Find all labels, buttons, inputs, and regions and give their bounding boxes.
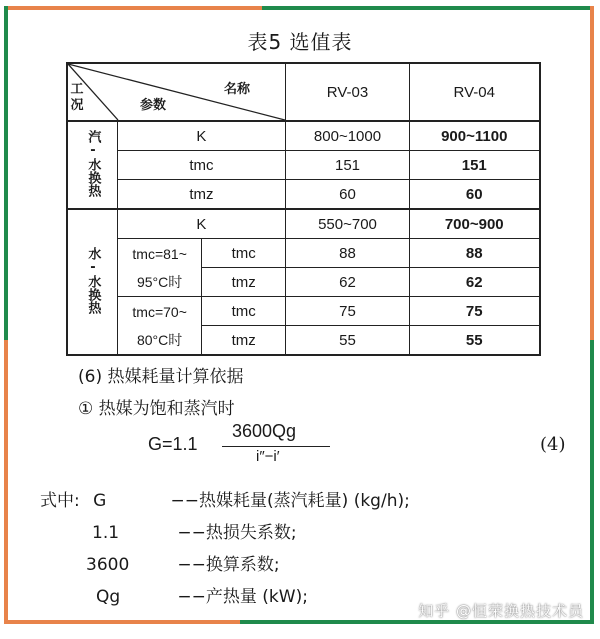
- formula-denominator: i″−i′: [256, 448, 280, 465]
- legend-row-g: [40, 486, 410, 511]
- param-cell: K: [117, 121, 285, 151]
- sub-param-cell: tmz: [202, 326, 286, 356]
- condition-label: 汽-水换热: [85, 129, 101, 197]
- frame-top-right: [262, 6, 594, 10]
- legend-row-1-1: [92, 518, 297, 543]
- value-rv03: 88: [286, 239, 410, 268]
- condition-cell-water-water: [67, 209, 117, 355]
- watermark: 知乎 @恒荣换热技术员: [418, 602, 584, 620]
- legend-row-3600: [86, 550, 280, 575]
- fraction-bar: [222, 446, 330, 447]
- selection-table: [66, 62, 541, 356]
- legend-prefix: 式中:: [40, 491, 80, 511]
- value-rv03: 550~700: [286, 209, 410, 239]
- table-row: [67, 180, 540, 210]
- table-row: [67, 239, 540, 268]
- table-title: 表5 选值表: [247, 30, 353, 54]
- header-condition-label: 工况: [70, 82, 84, 113]
- value-rv04: 75: [410, 297, 540, 326]
- sub-param-cell: tmc: [202, 297, 286, 326]
- column-header-rv04: RV-04: [410, 63, 540, 121]
- value-rv03: 151: [286, 151, 410, 180]
- temperature-range-line1: tmc=81~: [132, 245, 187, 262]
- value-rv04: 151: [410, 151, 540, 180]
- legend-row-qg: [96, 582, 308, 607]
- frame-right-bottom: [590, 340, 594, 623]
- equation-number: (4): [540, 434, 566, 455]
- value-rv04: 55: [410, 326, 540, 356]
- value-rv04: 900~1100: [410, 121, 540, 151]
- value-rv04: 88: [410, 239, 540, 268]
- frame-left-bottom: [4, 340, 8, 623]
- section-heading: (6) 热媒耗量计算依据: [78, 367, 244, 387]
- value-rv03: 800~1000: [286, 121, 410, 151]
- temperature-range-line1: tmc=70~: [132, 303, 187, 320]
- condition-cell-steam-water: [67, 121, 117, 209]
- table-header-row: [67, 63, 540, 121]
- frame-right-top: [590, 6, 594, 340]
- temperature-range-cell: [117, 297, 202, 356]
- value-rv04: 62: [410, 268, 540, 297]
- condition-label: 水-水换热: [85, 246, 101, 314]
- header-param-label: 参数: [140, 98, 167, 113]
- temperature-range-line2: 95°C时: [136, 273, 183, 290]
- formula-lhs: G=1.1: [148, 434, 198, 454]
- frame-top-left: [4, 6, 262, 10]
- value-rv03: 60: [286, 180, 410, 210]
- legend-description: −−换算系数;: [177, 555, 280, 575]
- diagonal-header-cell: [67, 63, 286, 121]
- legend-description: −−热媒耗量(蒸汽耗量) (kg/h);: [170, 491, 410, 511]
- legend-symbol: 1.1: [92, 523, 120, 543]
- diagonal-lines-icon: [68, 64, 285, 120]
- table-row: [67, 121, 540, 151]
- legend-symbol: 3600: [86, 555, 130, 575]
- sub-param-cell: tmc: [202, 239, 286, 268]
- frame-bottom-left: [4, 620, 240, 624]
- legend-symbol: Qg: [96, 587, 121, 607]
- temperature-range-cell: [117, 239, 202, 297]
- param-cell: tmc: [117, 151, 285, 180]
- legend-description: −−热损失系数;: [177, 523, 297, 543]
- param-cell: tmz: [117, 180, 285, 210]
- formula-numerator: 3600Qg: [232, 421, 297, 441]
- value-rv03: 62: [286, 268, 410, 297]
- param-cell: K: [117, 209, 285, 239]
- table-row: [67, 297, 540, 326]
- table-row: [67, 209, 540, 239]
- legend-symbol: G: [93, 491, 107, 511]
- value-rv04: 700~900: [410, 209, 540, 239]
- sub-param-cell: tmz: [202, 268, 286, 297]
- subsection-heading: ① 热媒为饱和蒸汽时: [78, 399, 235, 419]
- column-header-rv03: RV-03: [286, 63, 410, 121]
- value-rv04: 60: [410, 180, 540, 210]
- temperature-range-line2: 80°C时: [136, 331, 183, 348]
- legend-description: −−产热量 (kW);: [177, 587, 308, 607]
- table-row: [67, 151, 540, 180]
- header-name-label: 名称: [224, 82, 251, 97]
- value-rv03: 75: [286, 297, 410, 326]
- value-rv03: 55: [286, 326, 410, 356]
- frame-left-top: [4, 6, 8, 340]
